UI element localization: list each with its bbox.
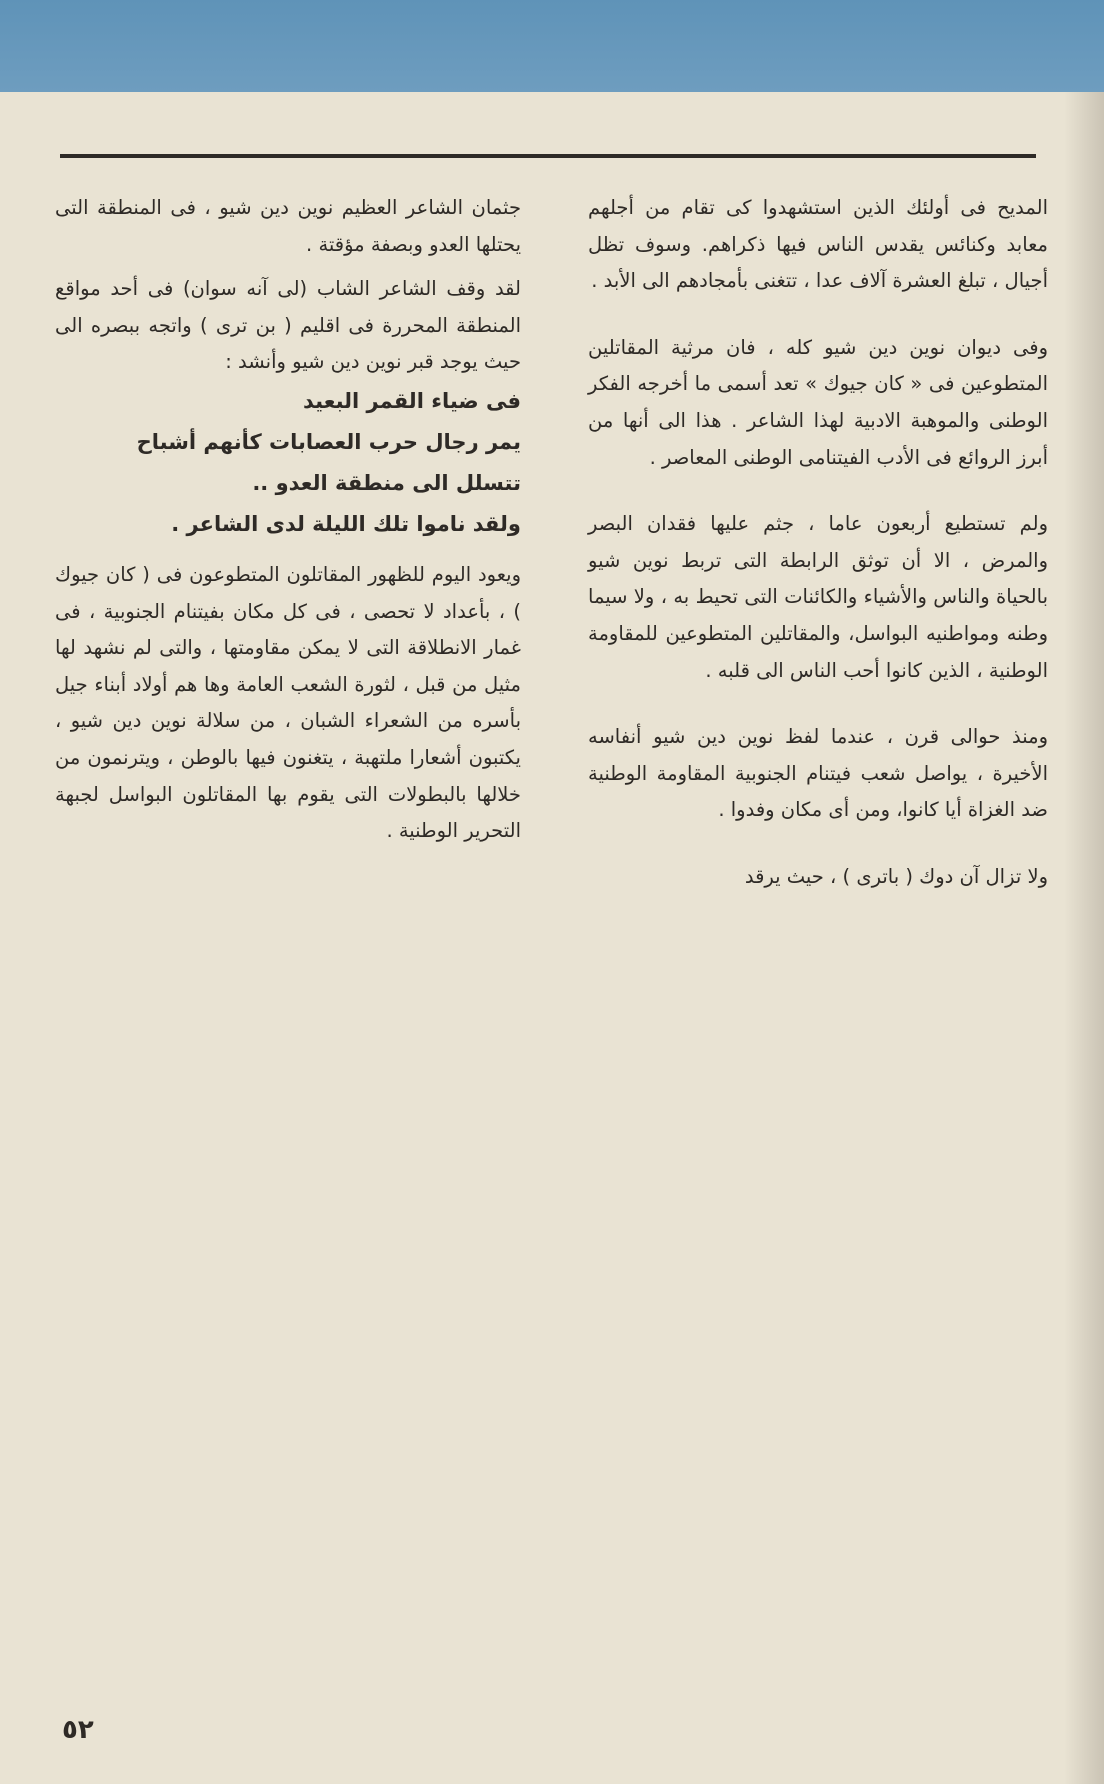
right-text-column — [588, 190, 1048, 926]
paragraph: ولا تزال آن دوك ( باترى ) ، حيث يرقد — [744, 864, 1048, 888]
paragraph: جثمان الشاعر العظيم نوين دين شيو ، فى المنطقة التى يحتلها العدو وبصفة مؤقتة . — [55, 196, 521, 256]
paragraph: المديح فى أولئك الذين استشهدوا كى تقام من أجلهم معابد وكنائس يقدس الناس فيها ذكراهم. وسوف تظل أجيال ، تبلغ العشرة آلاف عدا ، تتغنى بأمجادهم الى الأبد . — [588, 196, 1048, 293]
paragraph: ومنذ حوالى قرن ، عندما لفظ نوين دين شيو أنفاسه الأخيرة ، يواصل شعب فيتنام الجنوبية المقاومة الوطنية ضد الغزاة أيا كانوا، ومن أى مكان وفدوا . — [588, 725, 1048, 822]
left-text-column — [55, 190, 521, 850]
page-edge-shadow — [1064, 92, 1104, 1784]
verse-line: فى ضياء القمر البعيد — [303, 388, 521, 413]
header-rule — [60, 154, 1036, 158]
verse-line: ولقد ناموا تلك الليلة لدى الشاعر . — [171, 511, 521, 536]
paragraph: وفى ديوان نوين دين شيو كله ، فان مرثية المقاتلين المتطوعين فى « كان جيوك » تعد أسمى ما أخرجه الفكر الوطنى والموهبة الادبية لهذا الشاعر . هذا الى أنها من أبرز الروائع فى الأدب الفيتنامى الوطنى المعاصر . — [588, 335, 1048, 469]
page-number: ٥٢ — [62, 1715, 94, 1745]
top-color-band — [0, 0, 1104, 92]
paragraph: ولم تستطيع أربعون عاما ، جثم عليها فقدان البصر والمرض ، الا أن توثق الرابطة التى تربط نوين شيو بالحياة والناس والأشياء والكائنات التى تحيط به ، ولا سيما وطنه ومواطنيه البواسل، والمقاتلين المتطوعين للمقاومة الوطنية ، الذين كانوا أحب الناس الى قلبه . — [588, 512, 1048, 682]
poem-verse-block — [55, 381, 521, 545]
verse-line: يمر رجال حرب العصابات كأنهم أشباح — [136, 429, 521, 454]
paragraph: لقد وقف الشاعر الشاب (لى آنه سوان) فى أحد مواقع المنطقة المحررة فى اقليم ( بن ترى ) واتجه ببصره الى حيث يوجد قبر نوين دين شيو وأنشد : — [55, 277, 521, 374]
verse-line: تتسلل الى منطقة العدو .. — [252, 470, 521, 495]
paragraph: ويعود اليوم للظهور المقاتلون المتطوعون فى ( كان جيوك ) ، بأعداد لا تحصى ، فى كل مكان بفيتنام الجنوبية ، فى غمار الانطلاقة التى لا يمكن مقاومتها ، والتى لم نشهد لها مثيل من قبل ، لثورة الشعب العامة وها هم أولاد أبناء جيل بأسره من الشعراء الشبان ، من سلالة نوين دين شيو ، يكتبون أشعارا ملتهبة ، يتغنون فيها بالوطن ، ويترنمون من خلالها بالبطولات التى يقوم بها المقاتلون البواسل لجبهة التحرير الوطنية . — [55, 562, 521, 843]
